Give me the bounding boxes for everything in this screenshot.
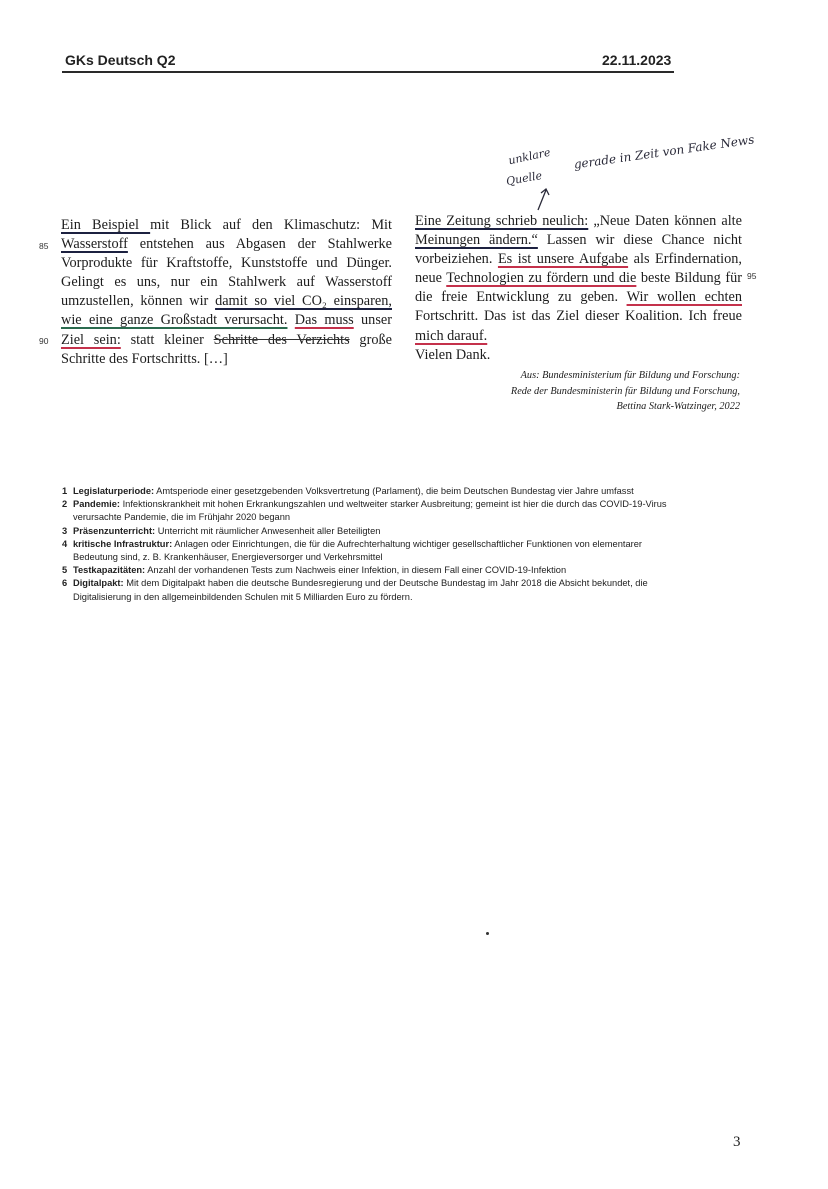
footnote-text: Anlagen oder Einrichtungen, die für die Aufrechterhaltung wichtiger gesellschaftlicher Funktionen von elementarer [172,538,642,549]
footnote-term: Testkapazitäten: [73,565,146,576]
text-fragment: entstehen aus Abgasen der Stahlwerke [127,236,392,253]
speech-text-right-column [415,212,742,365]
scan-speck [486,932,489,935]
text-fragment: die freie Entwicklung zu geben. [415,289,627,306]
text-highlight: Technologien zu fördern und die [446,270,637,287]
footnote-number: 6 [62,578,68,589]
footnote-number: 1 [62,486,68,496]
footnote-term: Pandemie: [73,499,121,510]
text-fragment: als Erfindernation, [628,251,742,268]
text-fragment: „Neue Daten können alte [588,213,743,229]
page-number: 3 [733,1134,741,1150]
text-highlight: Das muss [294,312,354,329]
text-highlight: Eine Zeitung schrieb neulich: [415,213,589,229]
text-line [61,331,392,350]
line-number: 90 [39,336,49,346]
text-line: Gelingt es uns, nur ein Stahlwerk auf Wasserstoff [61,274,392,291]
source-line: Rede der Bundesministerin für Bildung und Forschung, [510,385,740,397]
footnote-text: Infektionskrankheit mit hohen Erkrankungszahlen und weltweiter starker Ausbreitung; gemeint ist hier die durch das COVID-19-Virus [120,499,667,510]
text-fragment: statt kleiner [120,331,214,348]
text-line: Schritte des Fortschritts. […] [61,350,228,367]
text-fragment [287,312,294,328]
footnote-number: 2 [62,499,68,510]
text-highlight: Es ist unsere Aufgabe [497,251,629,268]
text-fragment: große [349,331,392,348]
text-line [61,292,392,311]
footnote-term: kritische Infrastruktur: [73,538,173,549]
text-fragment: mit Blick auf den Klimaschutz: Mit [150,217,393,233]
course-title: GKs Deutsch Q2 [65,52,176,68]
footnote-number: 4 [62,538,68,549]
text-fragment: beste Bildung für [636,270,742,287]
footnote-item [62,564,752,577]
text-fragment: umzustellen, können wir [61,293,216,310]
header-rule [62,71,674,73]
line-number: 85 [39,241,49,251]
text-highlight: damit so viel CO₂ einsparen, [215,293,392,310]
line-number: 95 [747,271,757,281]
footnote-text: Mit dem Digitalpakt haben die deutsche Bundesregierung und der Deutsche Bundestag im Jahr 2018 die Absicht bekundet, die [123,578,648,589]
footnote-text-cont: Bedeutung sind, z. B. Krankenhäuser, Energieversorger und Verkehrsmittel [73,552,383,563]
text-line [61,216,392,235]
handwritten-note-fake-news: gerade in Zeit von Fake News [572,132,756,172]
source-line: Aus: Bundesministerium für Bildung und Forschung: [520,370,740,381]
handwritten-note-quelle: Quelle [505,168,544,189]
footnote-item [62,498,752,524]
header-date: 22.11.2023 [602,52,672,68]
footnote-item [62,538,752,564]
source-citation [440,368,740,415]
text-highlight: Meinungen ändern.“ [415,232,538,249]
footnote-text-cont: Digitalisierung in den allgemeinbildenden Schulen mit 5 Milliarden Euro zu fördern. [73,591,413,602]
text-highlight: Wasserstoff [61,236,128,253]
text-fragment: unser [353,312,392,329]
text-line: Fortschritt. Das ist das Ziel dieser Koalition. Ich freue [415,308,742,325]
speech-text-left-column [61,216,392,369]
text-highlight: Ziel sein: [61,331,121,348]
footnote-text-cont: verursachte Pandemie, die im Frühjahr 2020 begann [73,512,291,523]
text-line: Vielen Dank. [415,346,491,363]
footnote-number: 5 [62,565,68,576]
text-line [415,231,742,250]
footnote-number: 3 [62,525,68,536]
footnote-term: Präsenzunterricht: [73,525,156,536]
text-fragment: vorbeiziehen. [415,251,498,268]
footnote-text: Amtsperiode einer gesetzgebenden Volksvertretung (Parlament), die beim Deutschen Bundestag vier Jahre umfasst [154,486,634,496]
text-highlight: Wir wollen echten [626,289,742,306]
text-highlight: mich darauf. [415,327,488,344]
text-fragment: Lassen wir diese Chance nicht [537,232,743,249]
text-strikethrough: Schritte des Verzichts [213,331,350,348]
footnote-item [62,525,752,538]
footnote-item [62,577,752,603]
text-highlight: Ein Beispiel [61,217,151,233]
footnote-item [62,485,752,498]
footnote-text: Unterricht mit räumlicher Anwesenheit aller Beteiligten [155,525,381,536]
handwritten-note-unklare: unklare [507,145,552,168]
footnote-text: Anzahl der vorhandenen Tests zum Nachweis einer Infektion, in diesem Fall einer COVID-19-Infektion [145,565,567,576]
text-line [415,212,742,231]
text-highlight: wie eine ganze Großstadt verursacht. [61,312,288,329]
text-line [415,288,742,307]
handwritten-arrow-icon [530,184,560,214]
footnote-term: Digitalpakt: [73,578,124,589]
text-line [415,250,742,269]
footnotes [62,485,752,604]
footnote-term: Legislaturperiode: [73,486,155,496]
text-line: Vorprodukte für Kraftstoffe, Kunststoffe und Dünger. [61,255,392,272]
text-line [61,311,392,330]
text-line [61,235,392,254]
text-fragment: neue [415,270,447,287]
source-line: Bettina Stark-Watzinger, 2022 [616,401,740,412]
text-line [415,269,742,288]
text-line [415,327,742,346]
